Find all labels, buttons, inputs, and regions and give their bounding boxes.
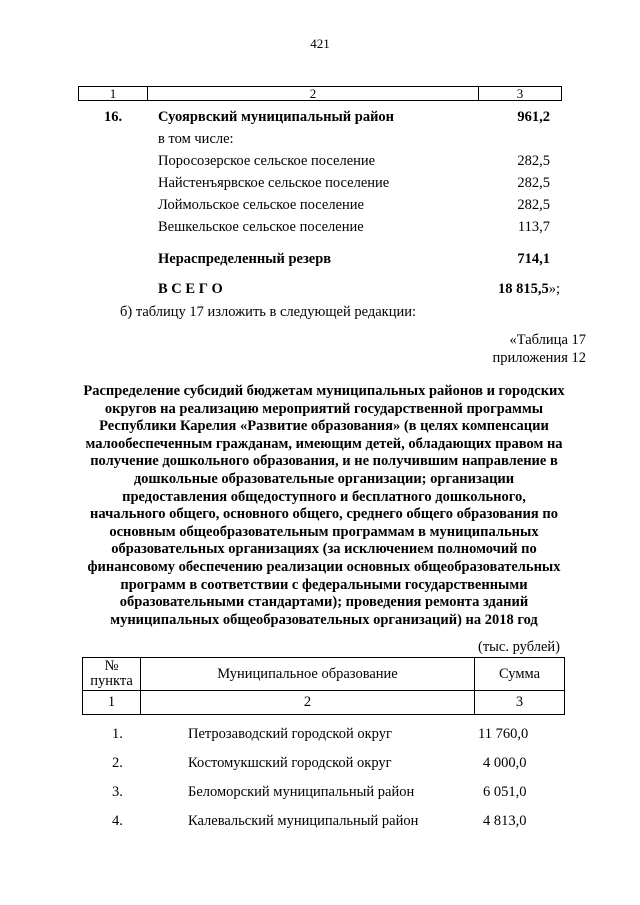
table1-header-row <box>78 86 562 101</box>
title-line: предоставления общедоступного и бесплатного дошкольного, <box>122 488 526 505</box>
title-line: округов на реализацию мероприятий государственной программы <box>104 400 544 417</box>
table1-col1-header: 1 <box>109 86 117 101</box>
header-number-line2: пункта <box>90 673 133 689</box>
table-row-name: Беломорский муниципальный район <box>188 784 415 800</box>
table-row-sum: 4 813,0 <box>483 813 527 829</box>
table-ref-line1: «Таблица 17 <box>509 332 586 348</box>
col-number-3: 3 <box>475 691 565 715</box>
total-value-line <box>440 280 560 298</box>
title-line: основным общеобразовательным программам в муниципальных <box>109 523 539 540</box>
title-line: Распределение субсидий бюджетам муниципальных районов и городских <box>83 383 565 399</box>
table-row-number: 1. <box>112 726 123 742</box>
instruction-text: б) таблицу 17 изложить в следующей редакции: <box>120 304 417 320</box>
total-label: В С Е Г О <box>158 281 223 297</box>
settlement-name: Лоймольское сельское поселение <box>158 197 364 213</box>
title-line: малообеспеченным гражданам, имеющим детей, обладающих правом на <box>85 435 563 452</box>
document-title <box>60 383 588 629</box>
subsidy-table-header <box>82 657 565 715</box>
title-line: получение дошкольного образования, и не получившим направление в <box>90 453 558 470</box>
header-sum-cell: Сумма <box>475 658 565 691</box>
including-label: в том числе: <box>158 131 234 147</box>
table-row-number: 2. <box>112 755 123 771</box>
settlement-name: Найстенъярвское сельское поселение <box>158 175 390 191</box>
section-value: 961,2 <box>517 109 550 125</box>
col-number-2: 2 <box>141 691 475 715</box>
table1-col3-header: 3 <box>516 86 524 101</box>
col-number-1: 1 <box>83 691 141 715</box>
table-row-sum: 6 051,0 <box>483 784 527 800</box>
table-row-sum: 11 760,0 <box>478 726 529 742</box>
title-line: образовательных организациях (за исключением полномочий по <box>111 541 537 558</box>
reserve-label: Нераспределенный резерв <box>158 251 332 267</box>
table-row-name: Петрозаводский городской округ <box>188 726 392 742</box>
table-row-sum: 4 000,0 <box>483 755 527 771</box>
settlement-value: 282,5 <box>517 153 550 169</box>
page-number: 421 <box>310 36 330 51</box>
title-line: муниципальных общеобразовательных организаций) на 2018 год <box>110 611 538 628</box>
section-number: 16. <box>104 109 123 125</box>
reserve-value: 714,1 <box>517 251 550 267</box>
header-number-line1: № <box>104 658 119 674</box>
title-line: образовательными стандартами); проведения ремонта зданий <box>119 594 529 611</box>
total-value: 18 815,5 <box>497 281 549 297</box>
settlement-value: 113,7 <box>517 219 550 235</box>
settlement-value: 282,5 <box>517 197 550 213</box>
units-label: (тыс. рублей) <box>478 639 560 655</box>
table-row-number: 3. <box>112 784 123 800</box>
settlement-name: Вешкельское сельское поселение <box>158 219 364 235</box>
title-line: финансовому обеспечению реализации основных общеобразовательных <box>87 558 561 575</box>
header-number-cell <box>83 658 141 691</box>
table-ref-line2: приложения 12 <box>492 350 586 366</box>
total-suffix: »; <box>548 281 560 297</box>
title-line: программ в соответствии с федеральными государственными <box>120 576 528 593</box>
settlement-value: 282,5 <box>517 175 550 191</box>
title-line: начального общего, основного общего, среднего общего образования по <box>90 506 558 523</box>
section-name: Суоярвский муниципальный район <box>158 109 395 125</box>
table-row-name: Костомукшский городской округ <box>188 755 392 771</box>
title-line: дошкольные образовательные организации; организации <box>133 470 515 487</box>
table-row-name: Калевальский муниципальный район <box>188 813 419 829</box>
title-line: Республики Карелия «Развитие образования» (в целях компенсации <box>99 418 549 435</box>
table-row-number: 4. <box>112 813 123 829</box>
settlement-name: Поросозерское сельское поселение <box>158 153 376 169</box>
header-name-cell: Муниципальное образование <box>141 658 475 691</box>
table1-col2-header: 2 <box>309 86 317 101</box>
